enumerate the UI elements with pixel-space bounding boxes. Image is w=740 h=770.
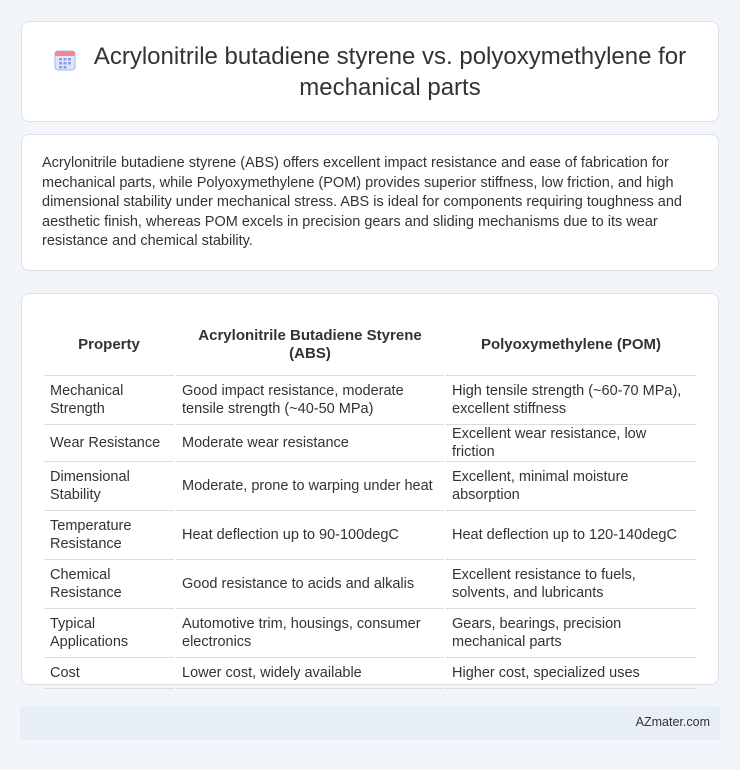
table-row: [44, 560, 696, 609]
comparison-table-card: [21, 293, 719, 685]
property-cell: Typical Applications: [44, 609, 174, 658]
description-text: Acrylonitrile butadiene styrene (ABS) offers excellent impact resistance and ease of fabrication for mechanical parts, while Polyoxymethylene (POM) provides superior stiffness, low friction, and high dimensional stability under mechanical stress. ABS is ideal for components requiring toughness and aesthetic finish, whereas POM excels in precision gears and sliding mechanisms due to its wear resistance and chemical stability.: [42, 155, 682, 250]
pom-cell: High tensile strength (~60-70 MPa), excellent stiffness: [446, 376, 696, 425]
abs-cell: Automotive trim, housings, consumer electronics: [176, 609, 444, 658]
table-row: [44, 658, 696, 689]
column-header: Acrylonitrile Butadiene Styrene (ABS): [176, 314, 444, 376]
pom-cell: Gears, bearings, precision mechanical parts: [446, 609, 696, 658]
table-row: [44, 609, 696, 658]
pom-cell: Excellent wear resistance, low friction: [446, 425, 696, 462]
comparison-table: [42, 314, 698, 689]
table-row: [44, 511, 696, 560]
property-cell: Temperature Resistance: [44, 511, 174, 560]
pom-cell: Excellent, minimal moisture absorption: [446, 462, 696, 511]
property-cell: Chemical Resistance: [44, 560, 174, 609]
abs-cell: Moderate wear resistance: [176, 425, 444, 462]
pom-cell: Higher cost, specialized uses: [446, 658, 696, 689]
abs-cell: Good resistance to acids and alkalis: [176, 560, 444, 609]
table-row: [44, 376, 696, 425]
property-cell: Dimensional Stability: [44, 462, 174, 511]
column-header: Property: [44, 314, 174, 376]
pom-cell: Heat deflection up to 120-140degC: [446, 511, 696, 560]
table-row: [44, 425, 696, 462]
page-title: Acrylonitrile butadiene styrene vs. polyoxymethylene for mechanical parts: [93, 42, 687, 101]
abs-cell: Good impact resistance, moderate tensile strength (~40-50 MPa): [176, 376, 444, 425]
column-header: Polyoxymethylene (POM): [446, 314, 696, 376]
abs-cell: Heat deflection up to 90-100degC: [176, 511, 444, 560]
title-card: [21, 21, 719, 122]
abs-cell: Moderate, prone to warping under heat: [176, 462, 444, 511]
abs-cell: Lower cost, widely available: [176, 658, 444, 689]
table-row: [44, 462, 696, 511]
property-cell: Wear Resistance: [44, 425, 174, 462]
property-cell: Cost: [44, 658, 174, 689]
source-link[interactable]: AZmater.com: [635, 715, 710, 729]
description-card: [21, 134, 719, 271]
footer-bar: [20, 706, 720, 740]
table-header-row: [44, 314, 696, 376]
property-cell: Mechanical Strength: [44, 376, 174, 425]
pom-cell: Excellent resistance to fuels, solvents, and lubricants: [446, 560, 696, 609]
